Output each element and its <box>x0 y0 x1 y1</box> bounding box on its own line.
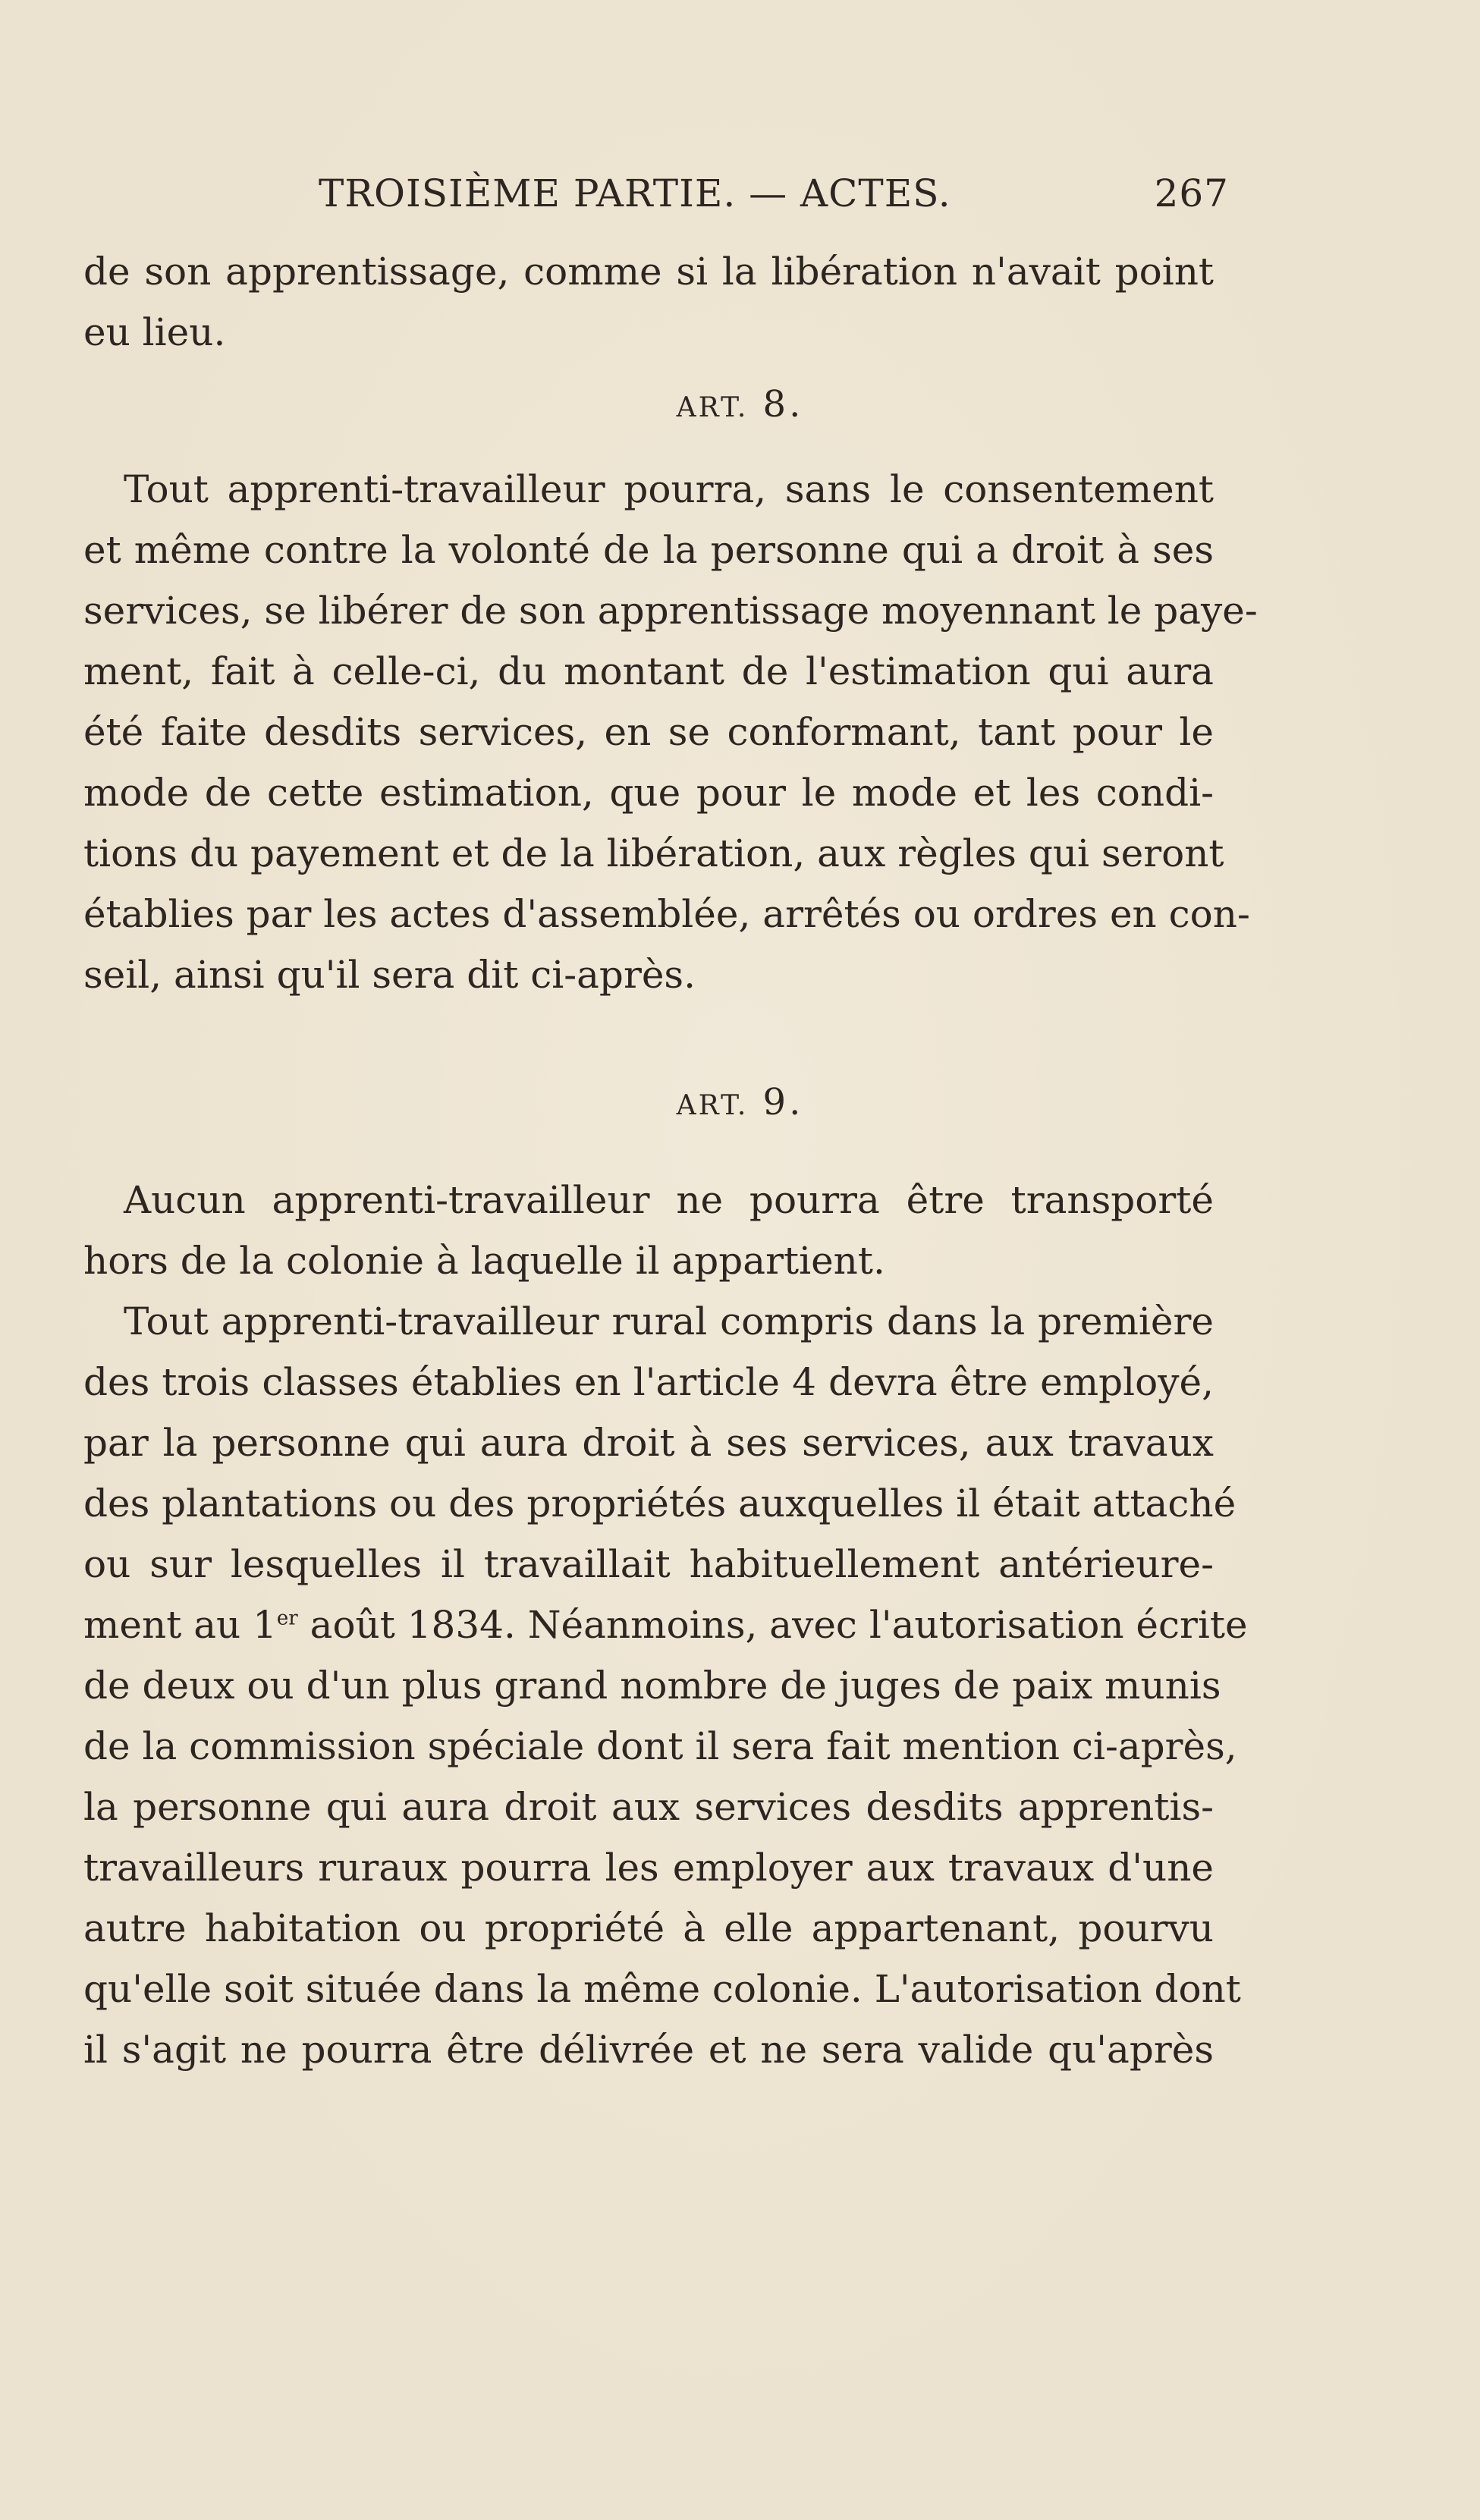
article-heading-9 <box>0 1081 1480 1123</box>
text-line: autre habitation ou propriété à elle appartenant, pourvu <box>83 1906 1214 1950</box>
text-line: Tout apprenti-travailleur pourra, sans le consentement <box>124 467 1214 511</box>
page-number: 267 <box>1154 171 1229 215</box>
text-line: été faite desdits services, en se conformant, tant pour le <box>83 710 1214 754</box>
page-header <box>319 171 1229 225</box>
text-line: de deux ou d'un plus grand nombre de juges de paix munis <box>83 1664 1221 1708</box>
text-line: services, se libérer de son apprentissage moyennant le paye- <box>83 589 1258 633</box>
text-line: mode de cette estimation, que pour le mode et les condi- <box>83 771 1214 815</box>
text-line: eu lieu. <box>83 310 226 354</box>
text-line: des plantations ou des propriétés auxquelles il était attaché <box>83 1482 1236 1526</box>
article-label: ART. <box>676 1090 749 1121</box>
article-label: ART. <box>676 392 749 423</box>
text-line: seil, ainsi qu'il sera dit ci-après. <box>83 953 696 997</box>
text-line: travailleurs ruraux pourra les employer aux travaux d'une <box>83 1846 1214 1890</box>
ordinal-superscript: er <box>276 1607 298 1630</box>
text-line: tions du payement et de la libération, aux règles qui seront <box>83 831 1224 875</box>
text-line: hors de la colonie à laquelle il appartient. <box>83 1239 885 1283</box>
text-fragment: août 1834. Néanmoins, avec l'autorisation écrite <box>297 1603 1248 1647</box>
text-line: Aucun apprenti-travailleur ne pourra être transporté <box>124 1178 1214 1222</box>
text-line: des trois classes établies en l'article 4 devra être employé, <box>83 1360 1214 1404</box>
text-line: qu'elle soit située dans la même colonie. L'autorisation dont <box>83 1967 1241 2011</box>
text-line: il s'agit ne pourra être délivrée et ne sera valide qu'après <box>83 2028 1214 2072</box>
article-number: 8. <box>762 383 804 426</box>
text-line: ou sur lesquelles il travaillait habituellement antérieure- <box>83 1542 1214 1586</box>
text-line: de la commission spéciale dont il sera fait mention ci-après, <box>83 1724 1237 1768</box>
text-line: par la personne qui aura droit à ses services, aux travaux <box>83 1421 1214 1465</box>
running-title: TROISIÈME PARTIE. — ACTES. <box>319 171 951 215</box>
text-fragment: ment au 1 <box>83 1603 277 1647</box>
text-line <box>83 1595 1248 1655</box>
text-line: et même contre la volonté de la personne qui a droit à ses <box>83 528 1214 572</box>
text-line: de son apprentissage, comme si la libération n'avait point <box>83 250 1214 294</box>
text-line: la personne qui aura droit aux services desdits apprentis- <box>83 1785 1214 1829</box>
text-line: établies par les actes d'assemblée, arrêtés ou ordres en con- <box>83 892 1250 936</box>
text-line: Tout apprenti-travailleur rural compris dans la première <box>124 1299 1214 1343</box>
article-heading-8 <box>0 383 1480 426</box>
text-line: ment, fait à celle-ci, du montant de l'estimation qui aura <box>83 649 1214 693</box>
article-number: 9. <box>762 1081 804 1123</box>
